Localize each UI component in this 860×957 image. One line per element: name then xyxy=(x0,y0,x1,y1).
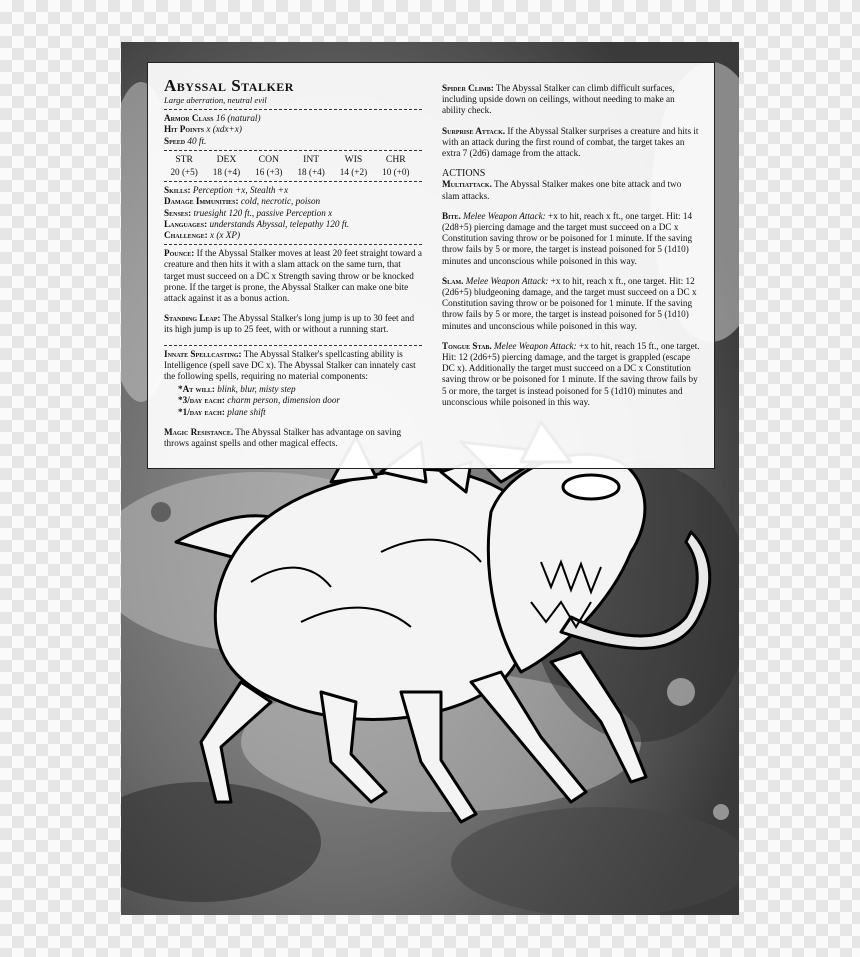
trait-label: Spider Climb: xyxy=(442,83,494,93)
spell-line xyxy=(164,395,422,406)
ability-name: STR xyxy=(175,153,193,165)
action-label: Bite. xyxy=(442,210,461,221)
speed-line xyxy=(164,136,422,147)
stat-column-left xyxy=(164,77,422,460)
trait-text: The Abyssal Stalker's long jump is up to 30 feet and its high jump is up to 25 feet, with or without a running start. xyxy=(164,313,415,335)
trait-text: The Abyssal Stalker's spellcasting ability is Intelligence (spell save DC x). The Abyssal Stalker can innately cast the following spells, requiring no material components: xyxy=(164,348,416,382)
stat-block xyxy=(147,62,715,469)
stat-column-right xyxy=(442,77,700,460)
ability-headers xyxy=(164,154,416,165)
actions-heading: ACTIONS xyxy=(442,168,486,180)
attack-type: Melee Weapon Attack: xyxy=(463,210,546,221)
ability-name: CON xyxy=(258,153,279,165)
languages-line xyxy=(164,219,422,230)
action-text: +x to hit, reach 15 ft., one target. Hit: 12 (2d6+5) piercing damage, and the target is grappled (escape DC x). Additionally the target must succeed on a DC x Constitution saving throw or be poisoned for 1 minute. If the saving throw fails by 5 or more, the target is instead poisoned for 5 (1d10) minutes and unconscious while poisoned in this way. xyxy=(442,340,700,407)
ability-value: 20 (+5) xyxy=(170,167,198,178)
ability-name: WIS xyxy=(344,153,363,165)
challenge-value: x (x XP) xyxy=(210,230,241,241)
spell-frequency: *3/day each: xyxy=(178,395,225,406)
spell-frequency: *1/day each: xyxy=(178,406,225,417)
languages-value: understands Abyssal, telepathy 120 ft. xyxy=(209,218,350,229)
divider xyxy=(164,150,422,151)
spell-list: plane shift xyxy=(227,406,266,417)
action-label: Multiattack. xyxy=(442,179,492,190)
bite-action xyxy=(442,211,700,267)
trait-label: Innate Spellcasting: xyxy=(164,348,242,359)
magic-resistance-trait xyxy=(164,427,422,449)
spell-line xyxy=(164,384,422,395)
immunities-label: Damage Immunities: xyxy=(164,196,239,207)
trait-text: The Abyssal Stalker has advantage on saving throws against spells and other magical effects. xyxy=(164,426,402,449)
ability-value: 18 (+4) xyxy=(297,167,325,178)
ability-value: 14 (+2) xyxy=(339,167,368,178)
spell-frequency: *At will: xyxy=(178,384,215,395)
action-text: +x to hit, reach x ft., one target. Hit: 14 (2d8+5) piercing damage and the target must succeed on a DC x Constitution saving throw or be poisoned for 1 minute. If the saving throw fails by 5 or more, the target is instead poisoned for 5 (1d10) minutes and unconscious while poisoned in this way. xyxy=(442,210,693,266)
monster-name: Abyssal Stalker xyxy=(164,76,294,95)
trait-label: Magic Resistance. xyxy=(164,426,234,437)
slam-action xyxy=(442,276,700,332)
innate-spellcasting-trait xyxy=(164,349,422,383)
ability-value: 18 (+4) xyxy=(212,167,241,178)
speed-value: 40 ft. xyxy=(187,135,207,146)
spell-line xyxy=(164,407,422,418)
armor-class-line xyxy=(164,113,422,124)
speed-label: Speed xyxy=(164,135,186,146)
immunities-value: cold, necrotic, poison xyxy=(240,196,321,207)
armor-class-value: 16 (natural) xyxy=(215,113,261,124)
divider xyxy=(164,244,422,245)
senses-label: Senses: xyxy=(164,207,192,218)
challenge-line xyxy=(164,230,422,241)
challenge-label: Challenge: xyxy=(164,230,208,241)
spell-list: blink, blur, misty step xyxy=(217,384,296,395)
ability-name: CHR xyxy=(385,153,406,165)
senses-value: truesight 120 ft., passive Perception x xyxy=(193,207,333,218)
skills-label: Skills: xyxy=(164,185,191,196)
action-text: +x to hit, reach x ft., one target. Hit: 12 (2d6+5) bludgeoning damage, and the target must succeed on a DC x Constitution saving throw or be poisoned for 1 minute. If the saving throw fails by 5 or more, the target is instead poisoned for 5 (1d10) minutes and unconscious while poisoned in this way. xyxy=(442,275,697,331)
ability-name: DEX xyxy=(216,153,237,165)
trait-label: Pounce: xyxy=(164,248,195,259)
senses-line xyxy=(164,208,422,219)
divider xyxy=(164,345,422,346)
divider xyxy=(164,109,422,110)
armor-class-label: Armor Class xyxy=(164,113,214,124)
trait-label: Standing Leap: xyxy=(164,313,221,324)
skills-value: Perception +x, Stealth +x xyxy=(192,185,289,196)
page xyxy=(121,42,739,915)
monster-type: Large aberration, neutral evil xyxy=(164,95,267,105)
hit-points-line xyxy=(164,124,422,135)
ability-value: 16 (+3) xyxy=(255,167,283,178)
ability-name: INT xyxy=(303,153,320,165)
action-label: Slam. xyxy=(442,275,464,286)
hit-points-value: x (xdx+x) xyxy=(206,124,242,135)
skills-line xyxy=(164,185,422,196)
ability-value: 10 (+0) xyxy=(382,167,410,178)
trait-label: Surprise Attack. xyxy=(442,125,506,136)
immunities-line xyxy=(164,196,422,207)
divider xyxy=(164,181,422,182)
pounce-trait xyxy=(164,248,422,304)
hit-points-label: Hit Points xyxy=(164,124,205,135)
languages-label: Languages: xyxy=(164,218,208,229)
multiattack-action xyxy=(442,179,700,201)
action-label: Tongue Stab. xyxy=(442,340,492,351)
spell-list: charm person, dimension door xyxy=(227,395,340,406)
trait-text: If the Abyssal Stalker surprises a creature and hits it with an attack during the first round of combat, the target takes an extra 7 (2d6) damage from the attack. xyxy=(442,125,699,159)
surprise-attack-trait xyxy=(442,126,700,160)
tongue-stab-action xyxy=(442,341,700,408)
attack-type: Melee Weapon Attack: xyxy=(494,340,577,351)
trait-text: The Abyssal Stalker can climb difficult surfaces, including upside down on ceilings, without needing to make an ability check. xyxy=(442,83,675,116)
attack-type: Melee Weapon Attack: xyxy=(465,275,549,286)
trait-text: If the Abyssal Stalker moves at least 20 feet straight toward a creature and then hits it with a slam attack on the same turn, that target must succeed on a DC x Strength saving throw or be knocked prone. If the target is prone, the Abyssal Stalker can make one bite attack against it as a bonus action. xyxy=(164,248,422,304)
ability-values xyxy=(164,167,416,178)
standing-leap-trait xyxy=(164,313,422,335)
action-text: The Abyssal Stalker makes one bite attack and two slam attacks. xyxy=(442,179,682,201)
spider-climb-trait xyxy=(442,83,700,117)
